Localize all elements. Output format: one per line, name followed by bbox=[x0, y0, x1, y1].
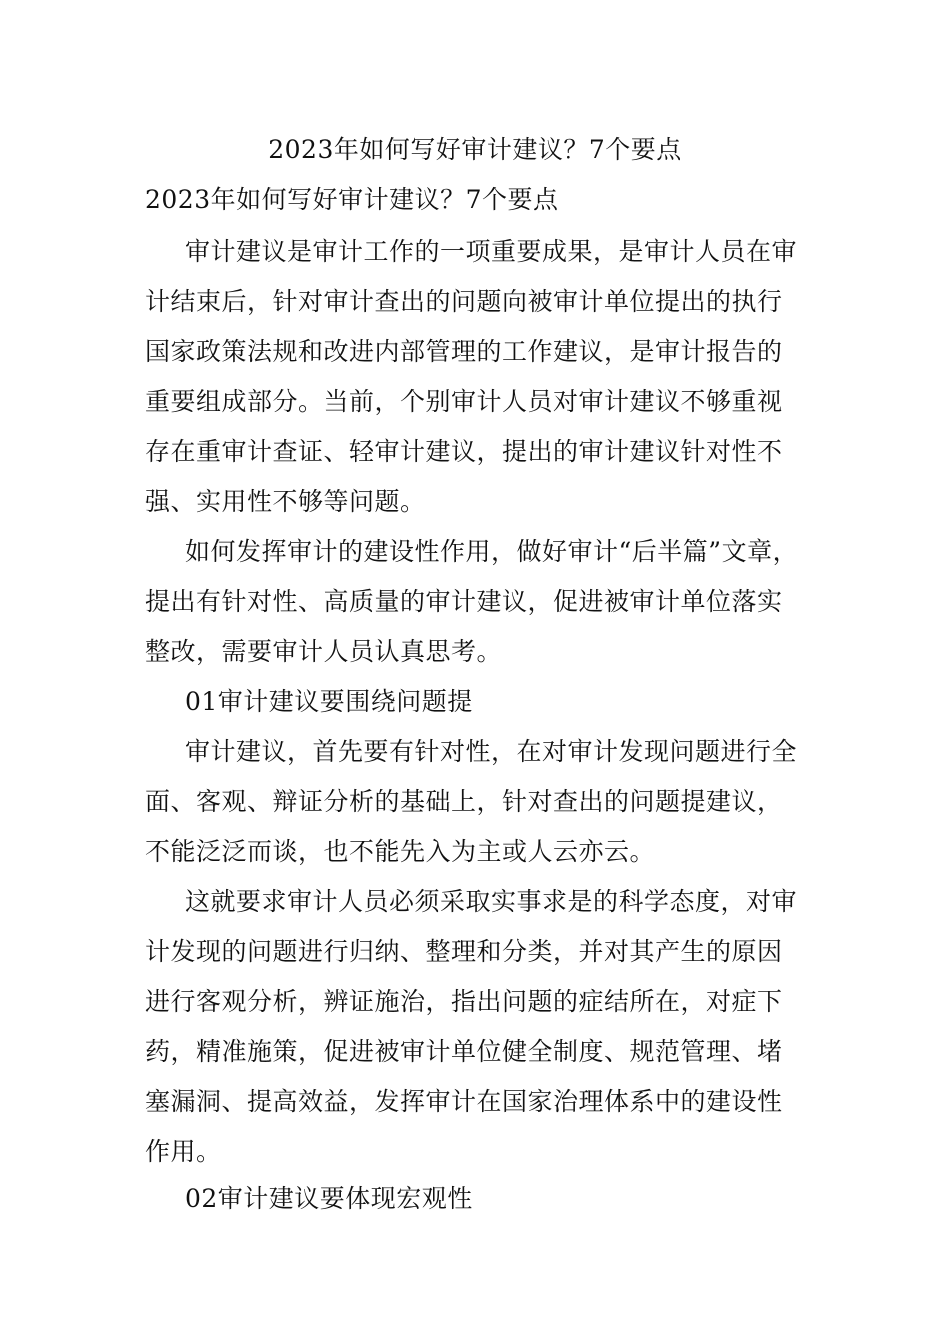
paragraph-line: 审计建议，首先要有针对性，在对审计发现问题进行全 bbox=[185, 737, 798, 766]
paragraph-line: 计发现的问题进行归纳、整理和分类，并对其产生的原因 bbox=[145, 937, 783, 966]
paragraph-line: 进行客观分析，辨证施治，指出问题的症结所在，对症下 bbox=[145, 987, 783, 1016]
paragraph-question bbox=[145, 527, 810, 677]
paragraph-line: 存在重审计查证、轻审计建议，提出的审计建议针对性不 bbox=[145, 437, 783, 466]
paragraph-line: 塞漏洞、提高效益，发挥审计在国家治理体系中的建设性 bbox=[145, 1087, 783, 1116]
paragraph-line: 药，精准施策，促进被审计单位健全制度、规范管理、堵 bbox=[145, 1037, 783, 1066]
paragraph-line: 如何发挥审计的建设性作用，做好审计“后半篇”文章， bbox=[185, 537, 799, 566]
paragraph-line: 面、客观、辩证分析的基础上，针对查出的问题提建议， bbox=[145, 787, 783, 816]
section-heading-02: 02审计建议要体现宏观性 bbox=[185, 1184, 473, 1213]
paragraph-line: 计结束后，针对审计查出的问题向被审计单位提出的执行 bbox=[145, 287, 783, 316]
paragraph-line: 国家政策法规和改进内部管理的工作建议，是审计报告的 bbox=[145, 337, 783, 366]
document-subtitle: 2023年如何写好审计建议？7个要点 bbox=[145, 185, 559, 214]
paragraph-intro bbox=[145, 227, 810, 527]
paragraph-line: 不能泛泛而谈，也不能先入为主或人云亦云。 bbox=[145, 837, 656, 866]
paragraph-line: 审计建议是审计工作的一项重要成果，是审计人员在审 bbox=[185, 237, 798, 266]
paragraph-line: 强、实用性不够等问题。 bbox=[145, 487, 426, 516]
paragraph-line: 这就要求审计人员必须采取实事求是的科学态度，对审 bbox=[185, 887, 798, 916]
document-title: 2023年如何写好审计建议？7个要点 bbox=[268, 135, 682, 164]
paragraph-line: 整改，需要审计人员认真思考。 bbox=[145, 637, 503, 666]
paragraph-line: 重要组成部分。当前，个别审计人员对审计建议不够重视 bbox=[145, 387, 783, 416]
paragraph-line: 提出有针对性、高质量的审计建议，促进被审计单位落实 bbox=[145, 587, 783, 616]
section-heading-01: 01审计建议要围绕问题提 bbox=[185, 687, 473, 716]
paragraph-section1-a bbox=[145, 727, 810, 877]
paragraph-section1-b bbox=[145, 877, 810, 1177]
paragraph-line: 作用。 bbox=[145, 1137, 222, 1166]
